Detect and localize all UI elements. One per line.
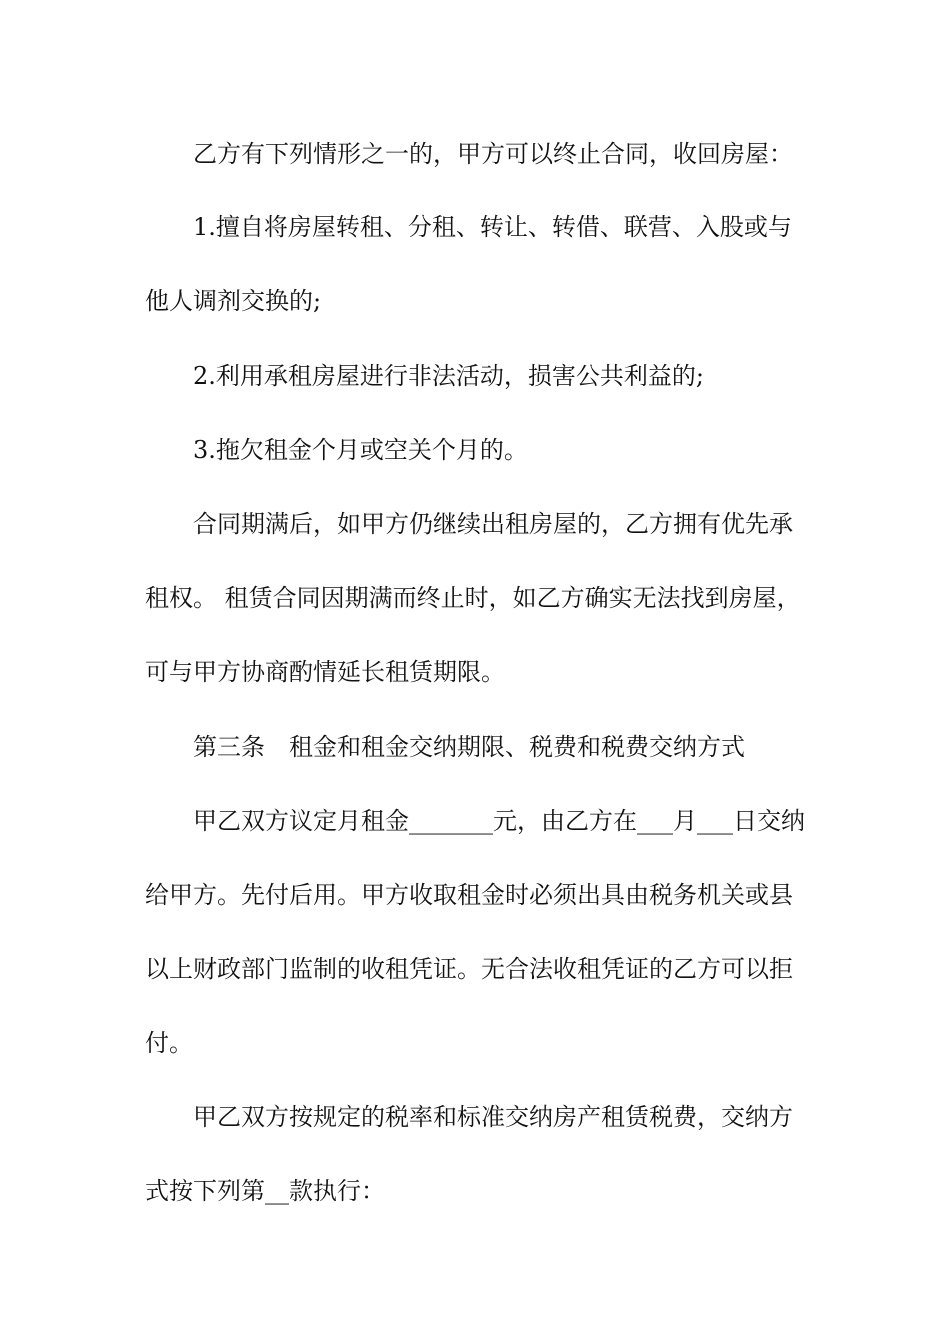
paragraph-line: 甲乙双方按规定的税率和标准交纳房产租赁税费，交纳方 bbox=[193, 1103, 793, 1131]
paragraph-line: 1.擅自将房屋转租、分租、转让、转借、联营、入股或与 bbox=[193, 213, 792, 241]
paragraph-line: 付。 bbox=[145, 1029, 193, 1057]
paragraph-line: 合同期满后，如甲方仍继续出租房屋的，乙方拥有优先承 bbox=[193, 510, 793, 538]
paragraph-line: 他人调剂交换的; bbox=[145, 287, 322, 315]
paragraph-line: 给甲方。先付后用。甲方收取租金时必须出具由税务机关或县 bbox=[145, 881, 793, 909]
paragraph-line: 租权。 租赁合同因期满而终止时，如乙方确实无法找到房屋， bbox=[145, 584, 801, 612]
paragraph-line: 可与甲方协商酌情延长租赁期限。 bbox=[145, 658, 505, 686]
paragraph-line: 式按下列第__款执行： bbox=[145, 1177, 385, 1205]
paragraph-line: 2.利用承租房屋进行非法活动，损害公共利益的; bbox=[193, 362, 704, 390]
paragraph-line: 甲乙双方议定月租金_______元，由乙方在___月___日交纳 bbox=[193, 807, 805, 835]
paragraph-line: 3.拖欠租金个月或空关个月的。 bbox=[193, 436, 528, 464]
section-heading: 第三条 租金和租金交纳期限、税费和税费交纳方式 bbox=[193, 733, 745, 761]
paragraph-line: 以上财政部门监制的收租凭证。无合法收租凭证的乙方可以拒 bbox=[145, 955, 793, 983]
paragraph-line: 乙方有下列情形之一的，甲方可以终止合同，收回房屋： bbox=[193, 140, 793, 168]
